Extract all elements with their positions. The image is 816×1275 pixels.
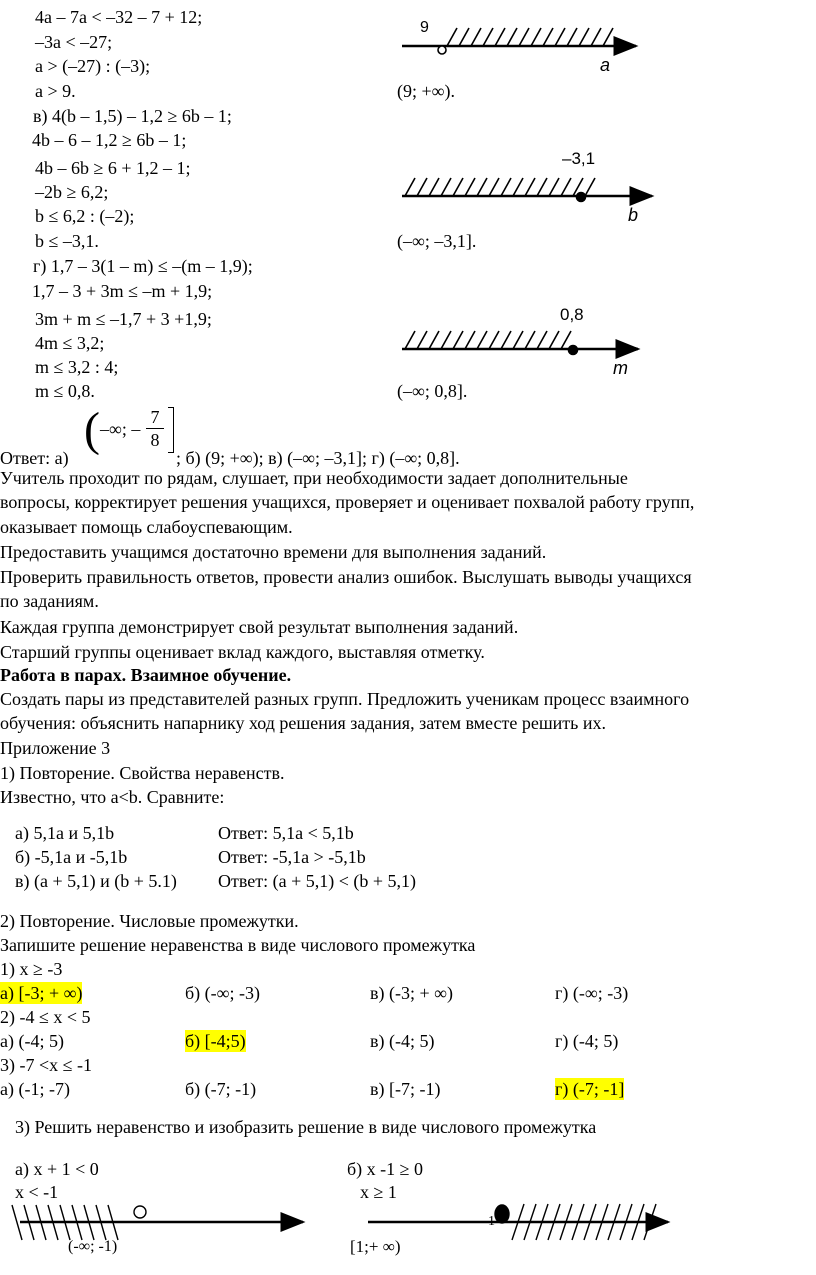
math-line: b ≤ –3,1. [35,231,99,251]
axis-label: b [628,205,639,225]
hatch-mark [549,178,559,196]
task2-intro: Запишите решение неравенства в виде числового промежутка [0,935,476,955]
hatch-mark [417,331,427,349]
option: в) (-3; + ∞) [370,983,453,1003]
hatch-mark [477,178,487,196]
answer-prefix: Ответ: а) [0,448,69,468]
task3a-line: x < -1 [15,1182,59,1202]
hatch-mark [447,28,457,46]
paragraph-line: обучения: объяснить напарнику ход решения задания, затем вместе решить их. [0,713,607,733]
task1-answer: Ответ: 5,1a < 5,1b [218,823,354,843]
task1-question: в) (a + 5,1) и (b + 5.1) [15,871,177,891]
hatch-mark [561,178,571,196]
paragraph-line: Учитель проходит по рядам, слушает, при необходимости задает дополнительные [0,468,628,488]
math-line: m ≤ 0,8. [35,381,95,401]
hatch-mark [471,28,481,46]
task3-title: 3) Решить неравенство и изобразить решение в виде числового промежутка [15,1117,597,1137]
hatch-mark [501,331,511,349]
task1-intro: Известно, что a<b. Сравните: [0,787,225,807]
number-line-task3a [12,1205,303,1240]
math-line: –3a < –27; [35,32,113,52]
hatch-mark [453,331,463,349]
hatch-mark [537,331,547,349]
hatch-mark [531,28,541,46]
hatch-mark [465,331,475,349]
task3a-line: а) x + 1 < 0 [15,1159,99,1179]
open-point [438,46,446,54]
task3b-line: б) x -1 ≥ 0 [347,1159,424,1179]
hatch-mark [585,178,595,196]
hatch-mark [483,28,493,46]
fraction [146,406,164,451]
hatch-mark [543,28,553,46]
close-bracket [168,407,174,453]
math-line: a > 9. [35,81,76,101]
interval-answer: (–∞; –3,1]. [397,231,477,251]
hatch-mark [417,178,427,196]
task2-question: 1) x ≥ -3 [0,959,63,979]
task3b-line: x ≥ 1 [360,1182,397,1202]
point-label: –3,1 [562,149,596,168]
option: а) (-1; -7) [0,1079,70,1099]
math-line: 4b – 6b ≥ 6 + 1,2 – 1; [35,158,191,178]
hatch-mark [489,331,499,349]
hatch-mark [591,28,601,46]
hatch-mark [519,28,529,46]
hatch-mark [567,28,577,46]
paragraph-line: Каждая группа демонстрирует свой результат выполнения заданий. [0,617,519,637]
axis-label: a [600,55,611,75]
task1-answer: Ответ: (a + 5,1) < (b + 5,1) [218,871,417,891]
number-line-a [402,28,636,54]
option-correct: б) [-4;5) [185,1031,246,1051]
hatch-mark [579,28,589,46]
task2-question: 2) -4 ≤ x < 5 [0,1007,91,1027]
axis-label: m [613,358,628,378]
fraction-numerator: 7 [150,407,160,427]
hatch-mark [513,178,523,196]
point-label: 1 [488,1214,495,1229]
pair-heading: Работа в парах. Взаимное обучение. [0,665,292,685]
number-line-b [402,178,652,202]
closed-point [495,1205,509,1223]
hatch-mark [405,178,415,196]
interval-answer: (9; +∞). [397,81,455,101]
math-line: b ≤ 6,2 : (–2); [35,206,135,226]
math-line: m ≤ 3,2 : 4; [35,357,119,377]
closed-point [577,193,586,202]
hatch-mark [441,178,451,196]
hatch-mark [489,178,499,196]
option: б) (-∞; -3) [185,983,260,1003]
math-line: 4b – 6 – 1,2 ≥ 6b – 1; [32,130,187,150]
task1-question: а) 5,1a и 5,1b [15,823,115,843]
task3b-interval: [1;+ ∞) [350,1237,401,1256]
hatch-mark [429,178,439,196]
paragraph-line: Старший группы оценивает вклад каждого, выставляя отметку. [0,642,485,662]
math-line: 3m + m ≤ –1,7 + 3 +1,9; [35,309,212,329]
fraction-denominator: 8 [150,430,160,450]
option-correct: г) (-7; -1] [555,1079,625,1099]
math-line: 4m ≤ 3,2; [35,333,105,353]
option: в) [-7; -1) [370,1079,441,1099]
hatch-mark [549,331,559,349]
point-label: 0,8 [560,305,584,324]
paragraph-line: Создать пары из представителей разных групп. Предложить ученикам процесс взаимного [0,689,690,709]
hatch-mark [477,331,487,349]
math-line: 4a – 7a < –32 – 7 + 12; [35,7,203,27]
option-correct: а) [-3; + ∞) [0,983,83,1003]
option: а) (-4; 5) [0,1031,64,1051]
paragraph-line: Предоставить учащимся достаточно времени для выполнения заданий. [0,542,547,562]
appendix-title: Приложение 3 [0,738,111,758]
option: г) (-4; 5) [555,1031,619,1051]
math-line: г) 1,7 – 3(1 – m) ≤ –(m – 1,9); [33,256,253,276]
number-line-task3b [368,1204,668,1240]
hatch-mark [513,331,523,349]
task1-answer: Ответ: -5,1a > -5,1b [218,847,366,867]
paragraph-line: по заданиям. [0,591,99,611]
answer-rest: ; б) (9; +∞); в) (–∞; –3,1]; г) (–∞; 0,8]. [176,448,460,468]
hatch-mark [429,331,439,349]
paragraph-line: вопросы, корректирует решения учащихся, проверяет и оценивает похвалой работу групп, [0,492,695,512]
paragraph-line: Проверить правильность ответов, провести анализ ошибок. Выслушать выводы учащихся [0,567,692,587]
paragraph-line: оказывает помощь слабоуспевающим. [0,517,293,537]
math-line: 1,7 – 3 + 3m ≤ –m + 1,9; [32,281,213,301]
hatch-mark [495,28,505,46]
hatch-mark [555,28,565,46]
number-line-m [402,331,638,355]
hatch-mark [525,331,535,349]
point-label: 9 [420,19,429,36]
hatch-mark [441,331,451,349]
task2-question: 3) -7 <x ≤ -1 [0,1055,93,1075]
open-point [134,1206,146,1218]
hatch-mark [465,178,475,196]
hatch-mark [507,28,517,46]
open-paren: ( [84,403,100,456]
task2-title: 2) Повторение. Числовые промежутки. [0,911,299,931]
option: в) (-4; 5) [370,1031,435,1051]
closed-point [569,346,578,355]
hatch-mark [525,178,535,196]
option: г) (-∞; -3) [555,983,629,1003]
interval-answer: (–∞; 0,8]. [397,381,468,401]
hatch-mark [453,178,463,196]
hatch-mark [501,178,511,196]
task1-question: б) -5,1a и -5,1b [15,847,128,867]
hatch-mark [459,28,469,46]
option: б) (-7; -1) [185,1079,257,1099]
task1-title: 1) Повторение. Свойства неравенств. [0,763,285,783]
task3a-interval: (-∞; -1) [68,1238,118,1255]
math-line: –2b ≥ 6,2; [35,182,109,202]
math-line: a > (–27) : (–3); [35,56,151,76]
answer-interval-left: –∞; – [100,419,141,439]
math-line: в) 4(b – 1,5) – 1,2 ≥ 6b – 1; [33,106,232,126]
hatch-mark [603,28,613,46]
hatch-mark [537,178,547,196]
hatch-mark [405,331,415,349]
